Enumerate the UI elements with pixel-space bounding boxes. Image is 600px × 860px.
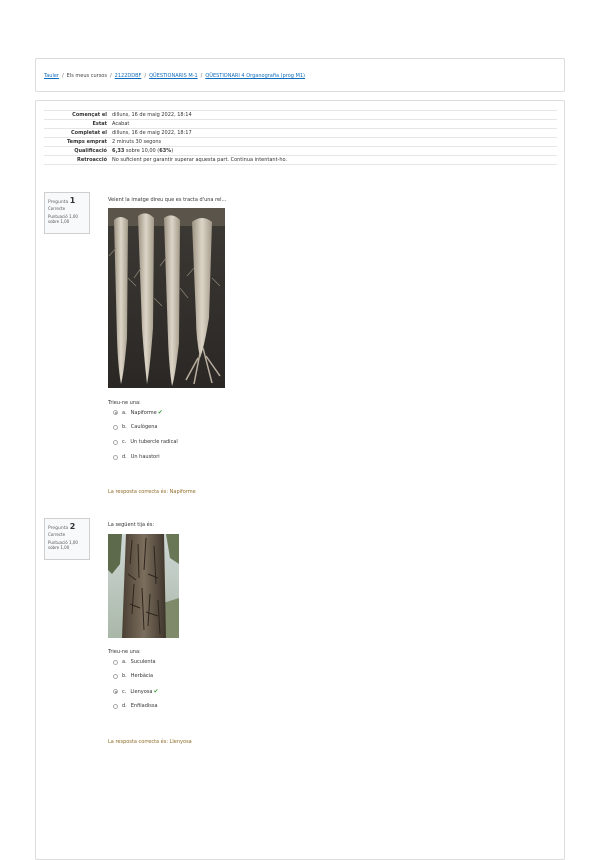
question-grade: Puntuació 1,00 sobre 1,00: [48, 214, 78, 224]
answer-option[interactable]: [113, 659, 156, 665]
summary-label: Qualificació: [74, 148, 107, 154]
option-label: Un tubercle radical: [130, 439, 178, 445]
grade-close: ): [171, 148, 174, 154]
question-state: Correcte: [48, 532, 66, 537]
question-info-box: [44, 518, 90, 560]
grade-score: 6,33: [112, 148, 125, 154]
attempt-summary-table: [44, 110, 557, 165]
summary-value: [112, 147, 557, 156]
option-letter: b.: [122, 424, 127, 430]
option-letter: d.: [122, 454, 127, 460]
option-label: Un haustori: [130, 454, 160, 460]
check-icon: ✔: [153, 688, 159, 695]
summary-row-completed: [44, 129, 557, 138]
breadcrumb-item-my-courses: Els meus cursos: [66, 73, 107, 79]
question-image-roots: [108, 208, 225, 388]
radio-icon[interactable]: [113, 455, 118, 460]
question-text: Veient la imatge direu que es tracta d'una rel...: [108, 197, 227, 203]
answer-option[interactable]: [113, 454, 160, 460]
breadcrumb-link-quiz[interactable]: QÜESTIONARI 4 Organografia (prog M1): [205, 73, 306, 79]
radio-icon[interactable]: [113, 674, 118, 679]
option-letter: c.: [122, 439, 127, 445]
breadcrumb-link-tauler[interactable]: Tauler: [44, 73, 59, 79]
option-letter: a.: [122, 409, 127, 416]
breadcrumb-link-course[interactable]: 2122DDBF: [114, 73, 142, 79]
radio-icon[interactable]: [113, 704, 118, 709]
option-label: Caulògena: [130, 424, 158, 430]
answer-prompt: Trieu-ne una:: [108, 649, 141, 655]
summary-label: Retroacció: [77, 157, 107, 163]
roots-photo-graphic: [108, 208, 225, 388]
radio-icon[interactable]: [113, 425, 118, 430]
option-letter: b.: [122, 673, 127, 679]
option-letter: a.: [122, 659, 127, 665]
radio-icon[interactable]: [113, 660, 118, 665]
right-answer-feedback: La resposta correcta és: Napiforme: [108, 489, 196, 495]
question-state: Correcte: [48, 206, 66, 211]
summary-row-feedback: [44, 156, 557, 165]
option-letter: c.: [122, 688, 127, 695]
answer-option[interactable]: [113, 703, 158, 709]
summary-value: dilluns, 16 de maig 2022, 18:14: [112, 112, 192, 118]
answer-option[interactable]: [113, 409, 163, 416]
check-icon: ✔: [157, 409, 163, 416]
summary-label: Completat el: [71, 130, 107, 136]
grade-percent: 63%: [159, 148, 172, 154]
breadcrumb: [44, 73, 305, 79]
radio-icon[interactable]: [113, 410, 118, 415]
summary-row-started: [44, 111, 557, 120]
option-label: Herbàcia: [130, 673, 154, 679]
breadcrumb-separator: /: [144, 73, 147, 79]
summary-row-grade: [44, 147, 557, 156]
summary-label: Estat: [92, 121, 107, 127]
option-label: Llenyosa: [130, 688, 153, 695]
breadcrumb-separator: /: [61, 73, 64, 79]
summary-row-time-taken: [44, 138, 557, 147]
answer-option[interactable]: [113, 439, 178, 445]
option-letter: d.: [122, 703, 127, 709]
breadcrumb-separator: /: [200, 73, 203, 79]
option-label: Enfiladissa: [130, 703, 158, 709]
option-label: Suculenta: [130, 659, 156, 665]
question-image-trunk: [108, 534, 179, 638]
option-label: Napiforme: [130, 409, 157, 416]
summary-label: Començat el: [72, 112, 107, 118]
radio-icon[interactable]: [113, 689, 118, 694]
question-grade: Puntuació 1,00 sobre 1,00: [48, 540, 78, 550]
answer-option[interactable]: [113, 688, 158, 695]
question-text: La següent tija és:: [108, 522, 155, 528]
summary-value: dilluns, 16 de maig 2022, 18:17: [112, 130, 192, 136]
answer-option[interactable]: [113, 673, 153, 679]
summary-row-state: [44, 120, 557, 129]
radio-icon[interactable]: [113, 440, 118, 445]
question-number: Pregunta 1: [48, 196, 76, 205]
summary-value: No suficient per garantir superar aquesta part. Continua intentant-ho.: [112, 157, 288, 163]
summary-label: Temps emprat: [66, 139, 107, 145]
breadcrumb-link-quizzes[interactable]: QÜESTIONARIS M-1: [149, 73, 198, 79]
trunk-photo-graphic: [108, 534, 179, 638]
breadcrumb-separator: /: [109, 73, 112, 79]
grade-out-of: sobre 10,00 (: [124, 148, 160, 154]
summary-value: 2 minuts 30 segons: [112, 139, 162, 145]
answer-option[interactable]: [113, 424, 157, 430]
answer-prompt: Trieu-ne una:: [108, 400, 141, 406]
right-answer-feedback: La resposta correcta és: Llenyosa: [108, 739, 192, 745]
question-number: Pregunta 2: [48, 522, 76, 531]
summary-value: Acabat: [112, 121, 130, 127]
question-info-box: [44, 192, 90, 234]
